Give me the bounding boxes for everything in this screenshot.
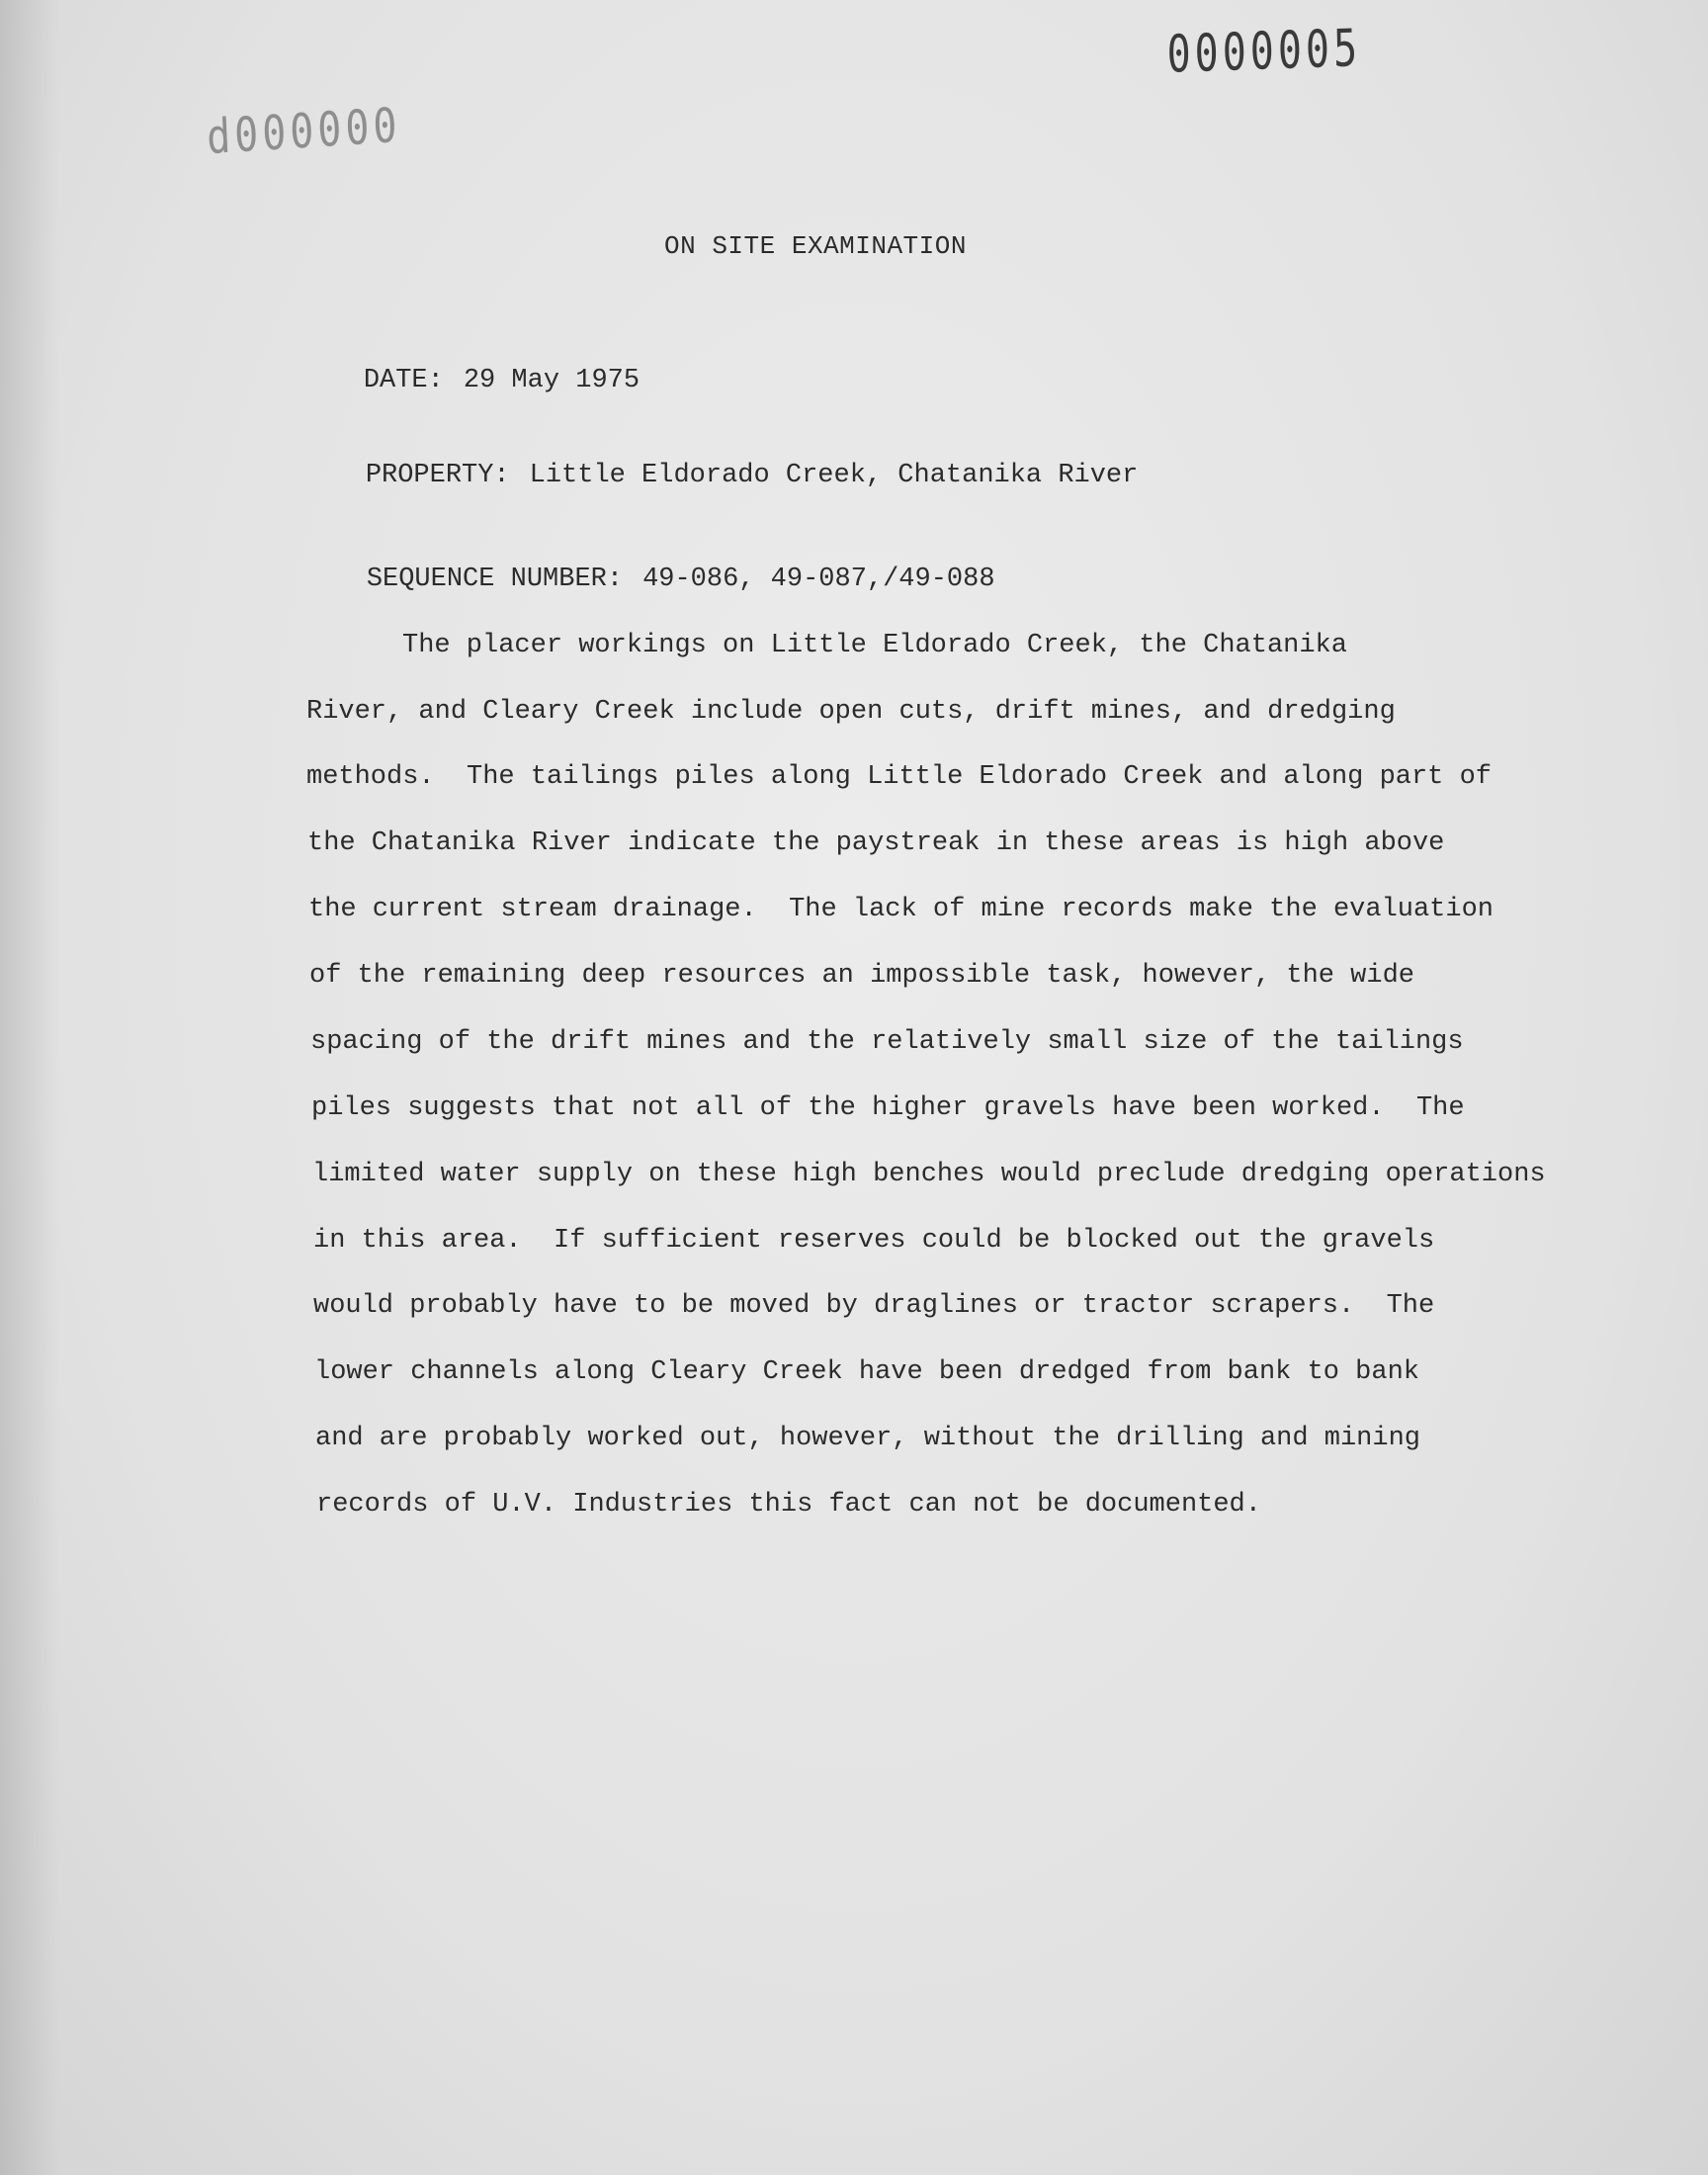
body-line: would probably have to be moved by draglines or tractor scrapers. The (313, 1291, 1435, 1321)
sequence-label: SEQUENCE NUMBER: (366, 565, 624, 594)
faded-number-stamp: d000000 (206, 98, 402, 166)
body-line: records of U.V. Industries this fact can not be documented. (316, 1490, 1261, 1520)
scan-shadow (0, 0, 59, 2175)
body-line: The placer workings on Little Eldorado Creek, the Chatanika (402, 631, 1347, 660)
body-line: the Chatanika River indicate the paystreak in these areas is high above (307, 828, 1445, 858)
document-title: ON SITE EXAMINATION (664, 231, 967, 261)
body-line: lower channels along Cleary Creek have been dredged from bank to bank (314, 1357, 1419, 1387)
body-line: spacing of the drift mines and the relatively small size of the tailings (310, 1027, 1464, 1057)
date-field (299, 336, 640, 425)
body-line: River, and Cleary Creek include open cuts, drift mines, and dredging (306, 697, 1396, 727)
date-label: DATE: (363, 366, 444, 395)
date-value: 29 May 1975 (463, 366, 640, 395)
body-line: of the remaining deep resources an impossible task, however, the wide (309, 961, 1414, 991)
body-line: the current stream drainage. The lack of mine records make the evaluation (308, 895, 1494, 924)
property-field (301, 431, 1138, 520)
property-label: PROPERTY: (365, 461, 510, 490)
property-value: Little Eldorado Creek, Chatanika River (529, 461, 1139, 490)
body-line: piles suggests that not all of the higher gravels have been worked. The (311, 1093, 1465, 1123)
body-line: in this area. If sufficient reserves could be blocked out the gravels (313, 1226, 1435, 1256)
page-number-stamp: 0000005 (1166, 19, 1362, 85)
sequence-value: 49-086, 49-087,/49-088 (642, 565, 995, 594)
sequence-field (302, 535, 995, 624)
body-line: methods. The tailings piles along Little Eldorado Creek and along part of (306, 762, 1492, 792)
body-line: and are probably worked out, however, without the drilling and mining (315, 1424, 1420, 1453)
body-line: limited water supply on these high benches would preclude dredging operations (312, 1160, 1546, 1189)
